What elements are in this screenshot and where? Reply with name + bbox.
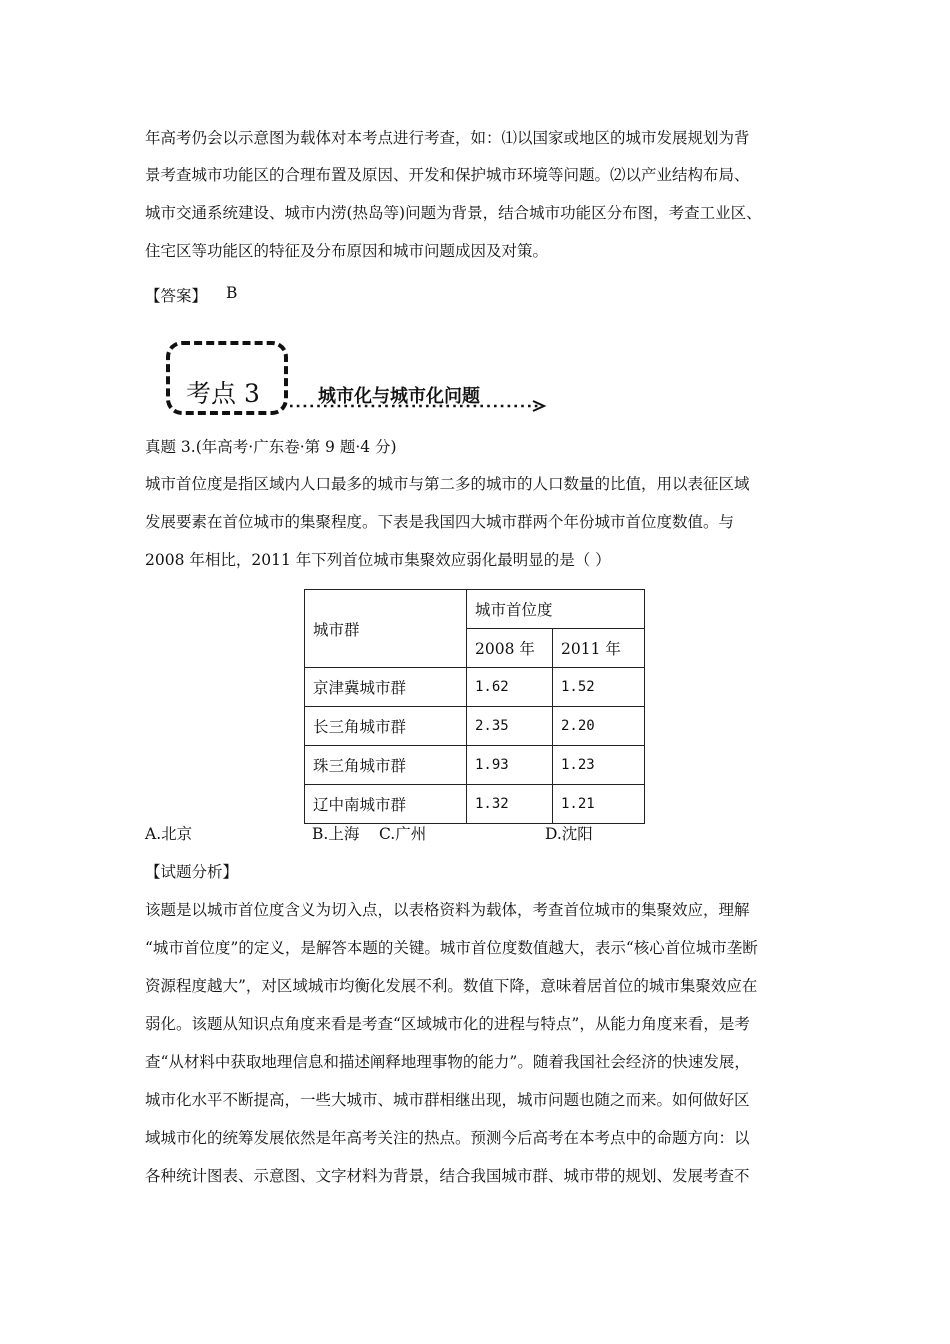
row-name: 京津冀城市群 (305, 668, 467, 707)
question-line-1: 城市首位度是指区域内人口最多的城市与第二多的城市的人口数量的比值，用以表征区域 (145, 475, 750, 493)
header-city-group: 城市群 (305, 590, 467, 668)
analysis-line-3: 资源程度越大”，对区域城市均衡化发展不利。数值下降，意味着居首位的城市集聚效应在 (145, 977, 758, 995)
analysis-line-8: 各种统计图表、示意图、文字材料为背景，结合我国城市群、城市带的规划、发展考查不 (145, 1167, 750, 1185)
row-2011: 1.52 (553, 668, 645, 707)
question-line-3: 2008 年相比，2011 年下列首位城市集聚效应弱化最明显的是（ ） (145, 551, 611, 569)
row-name: 珠三角城市群 (305, 746, 467, 785)
analysis-line-6: 城市化水平不断提高，一些大城市、城市群相继出现，城市问题也随之而来。如何做好区 (145, 1091, 750, 1109)
topic-badge-label: 考点 3 (186, 379, 260, 408)
option-c: C.广州 (379, 825, 427, 843)
topic-title: 城市化与城市化问题 (318, 386, 480, 407)
analysis-line-1: 该题是以城市首位度含义为切入点，以表格资料为载体，考查首位城市的集聚效应，理解 (145, 901, 750, 919)
analysis-line-4: 弱化。该题从知识点角度来看是考查“区域城市化的进程与特点”，从能力角度来看，是考 (145, 1015, 750, 1033)
table-header-row (305, 590, 645, 629)
row-2011: 2.20 (553, 707, 645, 746)
intro-line-4: 住宅区等功能区的特征及分布原因和城市问题成因及对策。 (145, 242, 549, 260)
row-2008: 1.93 (467, 746, 553, 785)
table-row (305, 785, 645, 824)
option-d: D.沈阳 (545, 825, 593, 843)
analysis-line-7: 域城市化的统筹发展依然是年高考关注的热点。预测今后高考在本考点中的命题方向：以 (145, 1129, 750, 1147)
intro-line-3: 城市交通系统建设、城市内涝(热岛等)问题为背景，结合城市功能区分布图，考查工业区、 (145, 204, 762, 222)
question-line-2: 发展要素在首位城市的集聚程度。下表是我国四大城市群两个年份城市首位度数值。与 (145, 513, 735, 531)
row-2008: 2.35 (467, 707, 553, 746)
header-primacy: 城市首位度 (467, 590, 645, 629)
row-2011: 1.23 (553, 746, 645, 785)
answer-label: 【答案】 (145, 287, 208, 305)
table-row (305, 707, 645, 746)
row-2011: 1.21 (553, 785, 645, 824)
header-year-2008: 2008 年 (467, 629, 553, 668)
intro-line-1: 年高考仍会以示意图为载体对本考点进行考查，如：⑴以国家或地区的城市发展规划为背 (145, 129, 750, 147)
answer-value: B (226, 284, 238, 302)
row-name: 辽中南城市群 (305, 785, 467, 824)
table-row (305, 668, 645, 707)
question-heading: 真题 3.(年高考·广东卷·第 9 题·4 分) (145, 438, 397, 456)
row-name: 长三角城市群 (305, 707, 467, 746)
option-b: B.上海 (312, 825, 360, 843)
analysis-label: 【试题分析】 (145, 863, 239, 881)
analysis-line-2: “城市首位度”的定义，是解答本题的关键。城市首位度数值越大，表示“核心首位城市垄断 (145, 939, 758, 957)
primacy-table (304, 589, 645, 824)
intro-line-2: 景考查城市功能区的合理布置及原因、开发和保护城市环境等问题。⑵以产业结构布局、 (145, 166, 750, 184)
option-a: A.北京 (145, 825, 193, 843)
row-2008: 1.62 (467, 668, 553, 707)
table-row (305, 746, 645, 785)
row-2008: 1.32 (467, 785, 553, 824)
analysis-line-5: 查“从材料中获取地理信息和描述阐释地理事物的能力”。随着我国社会经济的快速发展， (145, 1053, 750, 1071)
header-year-2011: 2011 年 (553, 629, 645, 668)
